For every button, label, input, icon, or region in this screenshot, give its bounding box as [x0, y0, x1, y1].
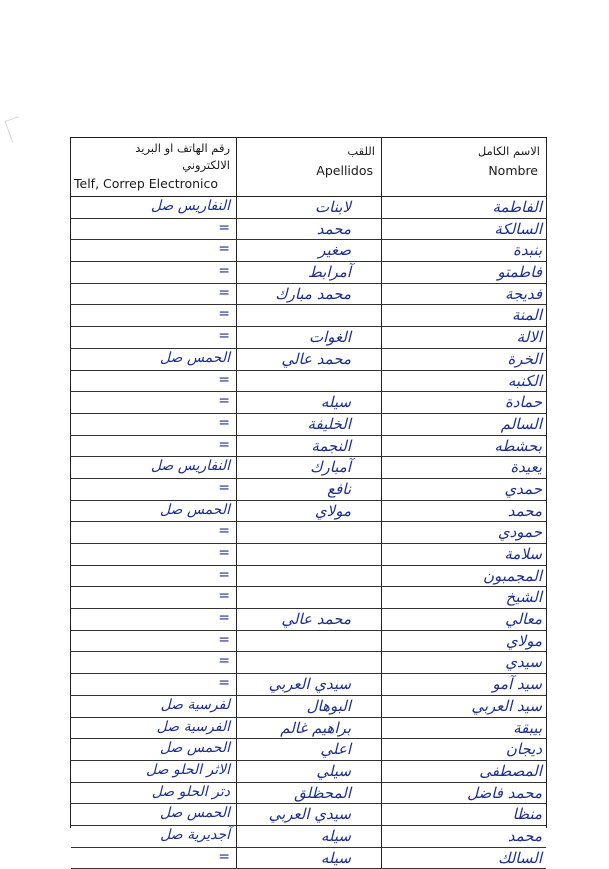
table-row: [71, 197, 546, 219]
name-cell: [382, 718, 546, 739]
tel-cell: [71, 696, 237, 717]
surname-cell: [237, 696, 382, 717]
surname-cell: [237, 739, 382, 760]
tel-text: آجديرية صل: [160, 826, 230, 843]
name-cell: [382, 349, 546, 370]
table-row: [71, 327, 546, 349]
name-cell: [382, 804, 546, 825]
header-name-es: Nombre: [488, 163, 538, 178]
table-row: [71, 414, 546, 436]
surname-text: سيله: [320, 848, 351, 867]
name-cell: [382, 197, 546, 218]
name-text: محمد: [507, 826, 542, 845]
surname-cell: [237, 783, 382, 804]
table-row: [71, 804, 546, 826]
name-text: ديجان: [505, 740, 542, 759]
name-text: فاطمتو: [497, 263, 542, 282]
surname-text: صغير: [318, 241, 351, 260]
table-row: [71, 522, 546, 544]
surname-text: سيله: [320, 393, 351, 412]
name-cell: [382, 783, 546, 804]
table-row: [71, 436, 546, 458]
surname-text: الغوات: [308, 328, 351, 347]
table-row: [71, 219, 546, 241]
surname-text: براهيم غالم: [280, 718, 351, 737]
name-text: الخرة: [507, 349, 542, 368]
name-text: محمد فاضل: [467, 783, 542, 802]
name-cell: [382, 739, 546, 760]
tel-text: =: [218, 479, 230, 496]
name-text: سيد آمو: [492, 675, 542, 694]
tel-cell: [71, 371, 237, 392]
tel-cell: [71, 522, 237, 543]
tel-cell: [71, 262, 237, 283]
surname-text: نافع: [327, 479, 351, 498]
tel-text: =: [218, 371, 230, 388]
name-text: فديجة: [505, 284, 542, 303]
name-cell: [382, 262, 546, 283]
table-row: [71, 674, 546, 696]
surname-text: اعلي: [320, 740, 351, 759]
surname-cell: [237, 219, 382, 240]
surname-cell: [237, 826, 382, 847]
tel-text: =: [218, 241, 230, 258]
tel-text: =: [218, 328, 230, 345]
name-text: السالكة: [494, 219, 542, 238]
surname-cell: [237, 414, 382, 435]
name-text: محمد: [507, 501, 542, 520]
tel-text: =: [218, 848, 230, 865]
name-text: منظا: [512, 805, 542, 824]
surname-text: آمبارك: [310, 458, 351, 477]
tel-text: الاثر الحلو صل: [146, 761, 230, 778]
table-row: [71, 739, 546, 761]
table-row: [71, 631, 546, 653]
surname-cell: [237, 327, 382, 348]
name-cell: [382, 392, 546, 413]
tel-cell: [71, 219, 237, 240]
table-row: [71, 371, 546, 393]
surname-text: سيدي العربي: [268, 675, 351, 694]
surname-cell: [237, 522, 382, 543]
table-row: [71, 544, 546, 566]
name-text: الكنبه: [507, 371, 542, 390]
name-cell: [382, 414, 546, 435]
tel-cell: [71, 718, 237, 739]
name-cell: [382, 674, 546, 695]
name-cell: [382, 305, 546, 326]
header-phone-es: Telf, Correp Electronico: [74, 176, 219, 191]
tel-cell: [71, 414, 237, 435]
surname-cell: [237, 674, 382, 695]
name-text: حمدي: [504, 479, 542, 498]
tel-cell: [71, 761, 237, 782]
name-cell: [382, 457, 546, 478]
tel-text: =: [218, 306, 230, 323]
name-text: بحشطه: [494, 436, 542, 455]
surname-cell: [237, 848, 382, 869]
tel-cell: [71, 739, 237, 760]
name-cell: [382, 587, 546, 608]
name-cell: [382, 284, 546, 305]
surname-text: لابنات: [315, 198, 351, 216]
tel-text: الحمس صل: [159, 805, 230, 822]
tel-cell: [71, 609, 237, 630]
name-cell: [382, 219, 546, 240]
header-phone: [71, 138, 237, 196]
tel-text: =: [218, 393, 230, 410]
table-row: [71, 349, 546, 371]
header-name: [382, 138, 546, 196]
table-body: [71, 197, 546, 869]
surname-cell: [237, 804, 382, 825]
tel-text: =: [218, 523, 230, 540]
tel-cell: [71, 392, 237, 413]
surname-cell: [237, 436, 382, 457]
tel-text: =: [218, 675, 230, 692]
table-row: [71, 718, 546, 740]
tel-text: =: [218, 263, 230, 280]
scan-mark: [5, 116, 27, 143]
name-text: السالك: [498, 848, 542, 867]
name-text: حمودي: [497, 523, 542, 542]
tel-cell: [71, 652, 237, 673]
table-row: [71, 262, 546, 284]
tel-text: النفاريس صل: [150, 198, 230, 214]
name-text: يعيدة: [510, 458, 542, 477]
name-cell: [382, 522, 546, 543]
attendance-sheet: [70, 137, 547, 867]
surname-text: محمد عالي: [281, 349, 351, 368]
name-text: المنة: [512, 306, 542, 325]
tel-cell: [71, 305, 237, 326]
name-text: سيدي: [505, 653, 542, 672]
tel-text: الحمس صل: [159, 740, 230, 757]
table-row: [71, 652, 546, 674]
tel-cell: [71, 587, 237, 608]
header-surname-es: Apellidos: [316, 163, 373, 178]
table-row: [71, 305, 546, 327]
name-text: الالة: [516, 328, 542, 347]
tel-cell: [71, 197, 237, 218]
name-cell: [382, 371, 546, 392]
name-cell: [382, 631, 546, 652]
tel-text: =: [218, 219, 230, 236]
surname-text: الخليفة: [307, 414, 351, 433]
surname-cell: [237, 544, 382, 565]
table-row: [71, 392, 546, 414]
tel-text: =: [218, 284, 230, 301]
table-header: [71, 138, 546, 197]
name-cell: [382, 479, 546, 500]
tel-text: =: [218, 436, 230, 453]
surname-text: مولاي: [314, 501, 351, 520]
surname-text: آمرابط: [307, 263, 351, 282]
name-text: حمادة: [504, 393, 542, 412]
table-row: [71, 826, 546, 848]
tel-cell: [71, 436, 237, 457]
tel-text: =: [218, 610, 230, 627]
table-row: [71, 848, 546, 869]
name-text: سلامة: [504, 545, 542, 563]
tel-cell: [71, 284, 237, 305]
tel-cell: [71, 826, 237, 847]
table-row: [71, 587, 546, 609]
name-cell: [382, 327, 546, 348]
name-text: بنبدة: [513, 241, 542, 260]
surname-text: سيلي: [316, 761, 351, 780]
tel-text: =: [218, 588, 230, 605]
surname-text: محمد مبارك: [275, 284, 351, 303]
tel-text: =: [218, 566, 230, 583]
surname-cell: [237, 457, 382, 478]
name-cell: [382, 566, 546, 587]
surname-text: سيله: [320, 826, 351, 845]
tel-cell: [71, 804, 237, 825]
table-row: [71, 609, 546, 631]
table-row: [71, 457, 546, 479]
header-surname: [237, 138, 382, 196]
surname-cell: [237, 631, 382, 652]
name-text: الفاطمة: [492, 198, 542, 216]
table-row: [71, 783, 546, 805]
tel-cell: [71, 544, 237, 565]
tel-cell: [71, 631, 237, 652]
surname-cell: [237, 197, 382, 218]
table-row: [71, 240, 546, 262]
name-text: مولاي: [505, 631, 542, 650]
table-row: [71, 479, 546, 501]
table-row: [71, 761, 546, 783]
tel-text: =: [218, 631, 230, 648]
surname-cell: [237, 371, 382, 392]
name-cell: [382, 848, 546, 869]
name-text: المصطفى: [479, 761, 542, 780]
name-text: المجمبون: [482, 566, 542, 585]
name-text: بيبقة: [513, 718, 542, 737]
surname-text: المحظلق: [294, 783, 351, 802]
tel-text: الفرسية صل: [156, 718, 230, 735]
name-cell: [382, 609, 546, 630]
table-row: [71, 284, 546, 306]
surname-cell: [237, 609, 382, 630]
surname-cell: [237, 761, 382, 782]
name-text: الشيخ: [505, 588, 542, 607]
tel-text: =: [218, 653, 230, 670]
surname-cell: [237, 501, 382, 522]
table-row: [71, 566, 546, 588]
tel-text: الحمس صل: [159, 349, 230, 366]
surname-cell: [237, 240, 382, 261]
surname-cell: [237, 262, 382, 283]
name-cell: [382, 501, 546, 522]
surname-cell: [237, 392, 382, 413]
tel-cell: [71, 457, 237, 478]
tel-text: النفاريس صل: [150, 458, 230, 475]
tel-cell: [71, 501, 237, 522]
surname-cell: [237, 652, 382, 673]
tel-cell: [71, 783, 237, 804]
tel-cell: [71, 479, 237, 500]
name-text: سيد العربي: [471, 696, 542, 715]
surname-text: محمد عالي: [281, 610, 351, 629]
name-cell: [382, 826, 546, 847]
tel-text: لفرسية صل: [160, 696, 230, 713]
surname-cell: [237, 479, 382, 500]
name-cell: [382, 696, 546, 717]
tel-text: =: [218, 414, 230, 431]
tel-text: دتر الحلو صل: [151, 783, 230, 800]
surname-text: البوهال: [306, 696, 351, 715]
name-cell: [382, 761, 546, 782]
surname-text: سيدي العربي: [268, 805, 351, 824]
tel-cell: [71, 848, 237, 869]
name-cell: [382, 544, 546, 565]
tel-cell: [71, 674, 237, 695]
header-name-ar: الاسم الكامل: [477, 144, 540, 158]
surname-cell: [237, 718, 382, 739]
name-cell: [382, 240, 546, 261]
header-phone-ar2: الالكتروني: [182, 158, 230, 172]
surname-cell: [237, 349, 382, 370]
tel-cell: [71, 566, 237, 587]
surname-cell: [237, 566, 382, 587]
surname-text: محمد: [316, 219, 351, 238]
tel-text: الحمس صل: [159, 501, 230, 518]
surname-cell: [237, 305, 382, 326]
tel-cell: [71, 327, 237, 348]
tel-text: =: [218, 545, 230, 561]
surname-text: النجمة: [311, 436, 351, 455]
tel-cell: [71, 349, 237, 370]
table-row: [71, 501, 546, 523]
name-text: معالي: [505, 610, 542, 629]
header-surname-ar: اللقب: [347, 144, 375, 158]
surname-cell: [237, 284, 382, 305]
name-text: السالم: [500, 414, 542, 433]
name-cell: [382, 436, 546, 457]
name-cell: [382, 652, 546, 673]
table-row: [71, 696, 546, 718]
surname-cell: [237, 587, 382, 608]
header-phone-ar: رقم الهاتف او البريد: [135, 141, 230, 155]
tel-cell: [71, 240, 237, 261]
